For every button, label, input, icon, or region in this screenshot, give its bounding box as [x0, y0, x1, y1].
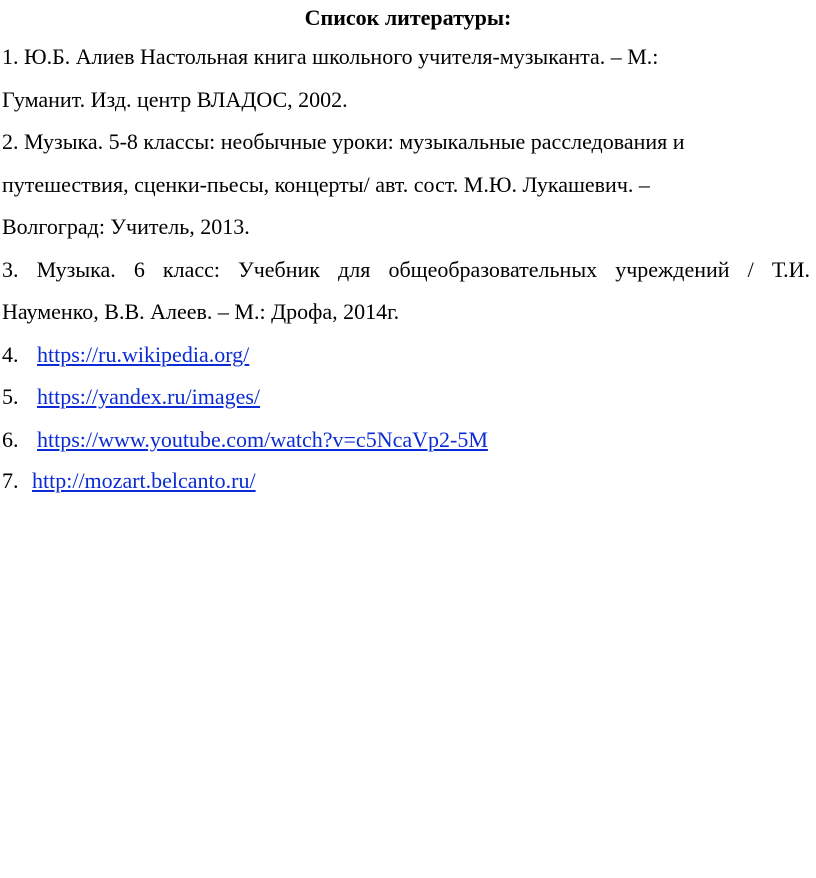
- reference-2-line-2: путешествия, сценки-пьесы, концерты/ авт. сост. М.Ю. Лукашевич. –: [2, 172, 650, 197]
- reference-5-number: 5.: [2, 384, 19, 409]
- reference-4-number: 4.: [2, 342, 19, 367]
- reference-6-number: 6.: [2, 427, 19, 452]
- reference-7-number: 7.: [2, 468, 19, 493]
- reference-1-line-2: Гуманит. Изд. центр ВЛАДОС, 2002.: [2, 87, 348, 112]
- reference-4: [2, 340, 249, 370]
- reference-7-link[interactable]: http://mozart.belcanto.ru/: [32, 468, 256, 493]
- reference-2-line-1: 2. Музыка. 5-8 классы: необычные уроки: музыкальные расследования и: [2, 129, 685, 154]
- reference-3-line-1: 3. Музыка. 6 класс: Учебник для общеобразовательных учреждений / Т.И.: [2, 257, 810, 282]
- reference-6-link[interactable]: https://www.youtube.com/watch?v=c5NcaVp2-5M: [37, 427, 488, 452]
- page-title: Список литературы:: [304, 5, 512, 30]
- reference-1-line-1: 1. Ю.Б. Алиев Настольная книга школьного учителя-музыканта. – М.:: [2, 44, 659, 69]
- reference-6: [2, 425, 488, 455]
- reference-3-line-2: Науменко, В.В. Алеев. – М.: Дрофа, 2014г.: [2, 299, 400, 324]
- reference-5-link[interactable]: https://yandex.ru/images/: [37, 384, 261, 409]
- reference-5: [2, 382, 260, 412]
- reference-4-link[interactable]: https://ru.wikipedia.org/: [37, 342, 250, 367]
- reference-7: [2, 466, 256, 496]
- reference-2-line-3: Волгоград: Учитель, 2013.: [2, 214, 250, 239]
